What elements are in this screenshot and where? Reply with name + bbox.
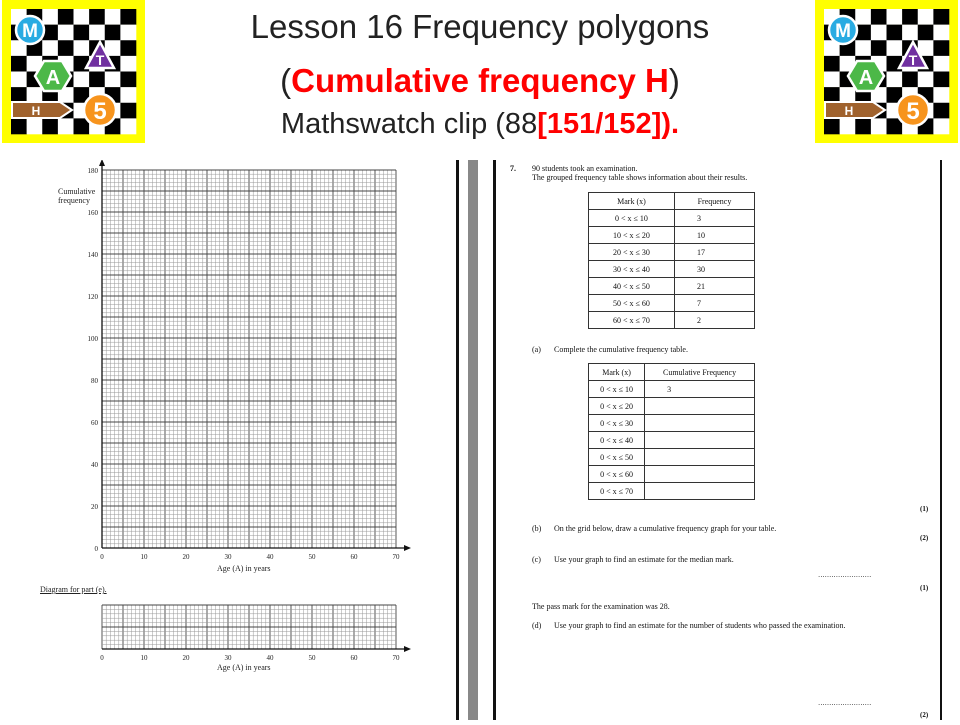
table2-mark-cell: 0 < x ≤ 40 — [589, 432, 645, 449]
table1-mark-cell: 20 < x ≤ 30 — [589, 244, 675, 261]
logo-letter-h: H — [844, 104, 854, 118]
part-c-text: Use your graph to find an estimate for the median mark. — [554, 555, 734, 564]
logo-board-square — [11, 118, 27, 134]
logo-board-square — [11, 56, 27, 72]
logo-number-5: 5 — [906, 98, 920, 125]
logo-board-square — [887, 9, 903, 25]
clip-numbers: [151/152]). — [537, 108, 680, 140]
pass-mark-text: The pass mark for the examination was 28. — [532, 602, 670, 611]
logo-letter-t: T — [95, 52, 105, 68]
x-axis-2-arrow — [404, 646, 411, 652]
cumulative-frequency-table — [588, 363, 755, 500]
x-tick-label-2: 50 — [308, 654, 316, 662]
table2-row — [589, 432, 755, 449]
x-axis-label-2: Age (A) in years — [217, 663, 271, 672]
logo-board-square — [855, 9, 871, 25]
logo-board-square — [105, 9, 121, 25]
logo-board-square — [933, 118, 949, 134]
table2-mark-cell: 0 < x ≤ 20 — [589, 398, 645, 415]
logo-board-square — [824, 87, 840, 103]
table2-row — [589, 449, 755, 466]
question-intro-2: The grouped frequency table shows information about their results. — [532, 173, 748, 182]
logo-board-square — [120, 40, 136, 56]
table1-mark-cell: 50 < x ≤ 60 — [589, 295, 675, 312]
topic-name: Cumulative frequency H — [291, 62, 669, 99]
logo-board-square — [933, 9, 949, 25]
logo-board-square — [933, 40, 949, 56]
table1-row — [589, 244, 755, 261]
x-tick-label-2: 40 — [266, 654, 274, 662]
logo-letter-m: M — [835, 21, 851, 42]
table2-value-cell[interactable] — [645, 449, 755, 466]
mark-part-b: (2) — [920, 534, 929, 542]
x-tick-label-2: 10 — [140, 654, 148, 662]
answer-line-c[interactable]: ........................ — [818, 570, 872, 579]
logo-board-square — [74, 72, 90, 88]
x-tick-label: 60 — [350, 553, 358, 561]
logo-board-square — [74, 25, 90, 41]
main-grid-lines — [102, 170, 396, 548]
logo-board-square — [902, 25, 918, 41]
mark-part-d: (2) — [920, 711, 929, 719]
x-tick-label: 50 — [308, 553, 316, 561]
table1-row — [589, 312, 755, 329]
logo-board-square — [11, 87, 27, 103]
logo-board-square — [855, 40, 871, 56]
grouped-frequency-table — [588, 192, 755, 329]
diagram-label: Diagram for part (e). — [40, 585, 107, 594]
question-number: 7. — [510, 164, 516, 173]
logo-board-square — [120, 56, 136, 72]
grid-panel — [40, 160, 455, 720]
part-c-label: (c) — [532, 555, 541, 564]
logo-board-square — [887, 72, 903, 88]
table2-value-cell[interactable] — [645, 483, 755, 500]
logo-number-5: 5 — [93, 98, 107, 125]
logo-board-square — [42, 118, 58, 134]
logo-board-square — [89, 9, 105, 25]
logo-board-square — [27, 118, 43, 134]
logo-h-pencil — [825, 102, 885, 118]
clip-reference: Mathswatch clip (88[151/152]). — [280, 108, 680, 140]
part-a-text: Complete the cumulative frequency table. — [554, 345, 688, 354]
logo-board-square — [887, 40, 903, 56]
x-axis-label: Age (A) in years — [217, 564, 271, 573]
logo-board-square — [933, 72, 949, 88]
logo-board-square — [840, 118, 856, 134]
y-tick-label: 180 — [87, 167, 98, 175]
table2-row — [589, 415, 755, 432]
logo-board-square — [105, 72, 121, 88]
x-tick-label: 70 — [392, 553, 400, 561]
table1-mark-cell: 30 < x ≤ 40 — [589, 261, 675, 278]
y-tick-label: 20 — [91, 503, 98, 511]
x-tick-label: 20 — [182, 553, 190, 561]
logo-board-square — [11, 72, 27, 88]
logo-board-square — [74, 40, 90, 56]
y-tick-label: 80 — [91, 377, 98, 385]
table2-mark-cell: 0 < x ≤ 50 — [589, 449, 645, 466]
x-axis-arrow — [404, 545, 411, 551]
logo-board-square — [918, 25, 934, 41]
y-tick-label: 160 — [87, 209, 98, 217]
x-tick-label: 30 — [224, 553, 232, 561]
table1-value-cell: 10 — [674, 227, 754, 244]
logo-board-square — [42, 9, 58, 25]
logo-board-square — [89, 72, 105, 88]
logo-board-square — [902, 72, 918, 88]
part-a-label: (a) — [532, 345, 541, 354]
table1-value-cell: 3 — [674, 210, 754, 227]
logo-h-pencil — [12, 102, 72, 118]
logo-board-square — [120, 72, 136, 88]
table1-value-cell: 30 — [674, 261, 754, 278]
logo-board-square — [871, 40, 887, 56]
table2-row — [589, 381, 755, 398]
logo-letter-m: M — [22, 21, 38, 42]
x-tick-label: 40 — [266, 553, 274, 561]
slide-title — [160, 8, 800, 46]
logo-board-square — [902, 9, 918, 25]
table2-row — [589, 483, 755, 500]
table2-header-cf: Cumulative Frequency — [645, 364, 755, 381]
logo-board-square — [871, 118, 887, 134]
y-tick-label: 120 — [87, 293, 98, 301]
logo-board-square — [89, 25, 105, 41]
page-divider — [456, 160, 459, 720]
y-axis-arrow — [99, 160, 105, 166]
y-tick-label: 60 — [91, 419, 98, 427]
table2-header-mark: Mark (x) — [589, 364, 645, 381]
title-line1: Lesson 16 Frequency polygons — [250, 8, 710, 45]
table1-value-cell: 7 — [674, 295, 754, 312]
part-d-label: (d) — [532, 621, 542, 630]
logo-letter-t: T — [908, 52, 918, 68]
part-d-text: Use your graph to find an estimate for the number of students who passed the examination. — [554, 621, 846, 630]
logo-board-square — [120, 9, 136, 25]
logo-board-square — [933, 56, 949, 72]
logo-board-square — [918, 9, 934, 25]
y-tick-label: 100 — [87, 335, 98, 343]
x-tick-label: 10 — [140, 553, 148, 561]
logo-board-square — [887, 25, 903, 41]
answer-line-d[interactable]: ........................ — [818, 698, 872, 707]
table2-mark-cell: 0 < x ≤ 60 — [589, 466, 645, 483]
logo-board-square — [58, 25, 74, 41]
table1-mark-cell: 0 < x ≤ 10 — [589, 210, 675, 227]
table1-mark-cell: 10 < x ≤ 20 — [589, 227, 675, 244]
logo-board-square — [824, 56, 840, 72]
logo-board-square — [855, 118, 871, 134]
logo-board-square — [120, 103, 136, 119]
table2-value-cell[interactable] — [645, 466, 755, 483]
question-intro-1: 90 students took an examination. — [532, 164, 638, 173]
page-edge-right — [940, 160, 942, 720]
logo-board-square — [824, 118, 840, 134]
logo-board-square — [840, 87, 856, 103]
table1-value-cell: 2 — [674, 312, 754, 329]
page-divider-gutter — [468, 160, 478, 720]
table1-row — [589, 261, 755, 278]
table2-value-cell[interactable] — [645, 415, 755, 432]
x-tick-label-2: 30 — [224, 654, 232, 662]
x-tick-label: 0 — [100, 553, 104, 561]
logo-letter-a: A — [45, 67, 61, 89]
table1-header-mark: Mark (x) — [589, 193, 675, 210]
y-tick-label: 140 — [87, 251, 98, 259]
logo-board-square — [824, 72, 840, 88]
mark-part-c: (1) — [920, 584, 929, 592]
y-tick-label: 0 — [94, 545, 98, 553]
table2-mark-cell: 0 < x ≤ 70 — [589, 483, 645, 500]
cumulative-frequency-grid — [40, 160, 455, 720]
part-b-text: On the grid below, draw a cumulative frequency graph for your table. — [554, 524, 777, 533]
y-tick-label: 40 — [91, 461, 98, 469]
table2-row — [589, 398, 755, 415]
table2-mark-cell: 0 < x ≤ 30 — [589, 415, 645, 432]
y-axis-label: Cumulative frequency — [58, 187, 96, 205]
logo-board-square — [58, 118, 74, 134]
logo-board-square — [871, 25, 887, 41]
table1-value-cell: 21 — [674, 278, 754, 295]
slide-subtitle: (Cumulative frequency H) — [280, 62, 680, 99]
table1-row — [589, 278, 755, 295]
page-divider-right — [493, 160, 496, 720]
x-tick-label-2: 0 — [100, 654, 104, 662]
table2-value-cell[interactable]: 3 — [645, 381, 755, 398]
logo-board-square — [871, 9, 887, 25]
table1-mark-cell: 40 < x ≤ 50 — [589, 278, 675, 295]
table2-row — [589, 466, 755, 483]
logo-board-square — [120, 25, 136, 41]
table1-row — [589, 210, 755, 227]
logo-board-square — [918, 72, 934, 88]
mathswatch-logo-left — [2, 0, 145, 143]
logo-board-square — [933, 87, 949, 103]
part-b-label: (b) — [532, 524, 542, 533]
x-tick-label-2: 20 — [182, 654, 190, 662]
logo-board-square — [58, 9, 74, 25]
logo-letter-a: A — [858, 67, 874, 89]
logo-board-square — [58, 40, 74, 56]
question-panel — [500, 160, 940, 720]
table2-value-cell[interactable] — [645, 432, 755, 449]
logo-board-square — [933, 103, 949, 119]
x-tick-label-2: 70 — [392, 654, 400, 662]
logo-board-square — [120, 118, 136, 134]
logo-board-square — [27, 87, 43, 103]
table1-row — [589, 295, 755, 312]
mark-part-a: (1) — [920, 505, 929, 513]
x-tick-label-2: 60 — [350, 654, 358, 662]
table1-row — [589, 227, 755, 244]
table2-value-cell[interactable] — [645, 398, 755, 415]
logo-letter-h: H — [31, 104, 41, 118]
logo-board-square — [105, 25, 121, 41]
mathswatch-logo-right — [815, 0, 958, 143]
logo-board-square — [933, 25, 949, 41]
diagram-grid-lines — [102, 605, 396, 649]
table1-value-cell: 17 — [674, 244, 754, 261]
table2-mark-cell: 0 < x ≤ 10 — [589, 381, 645, 398]
logo-board-square — [74, 9, 90, 25]
logo-board-square — [120, 87, 136, 103]
logo-board-square — [42, 40, 58, 56]
table1-header-frequency: Frequency — [674, 193, 754, 210]
table1-mark-cell: 60 < x ≤ 70 — [589, 312, 675, 329]
